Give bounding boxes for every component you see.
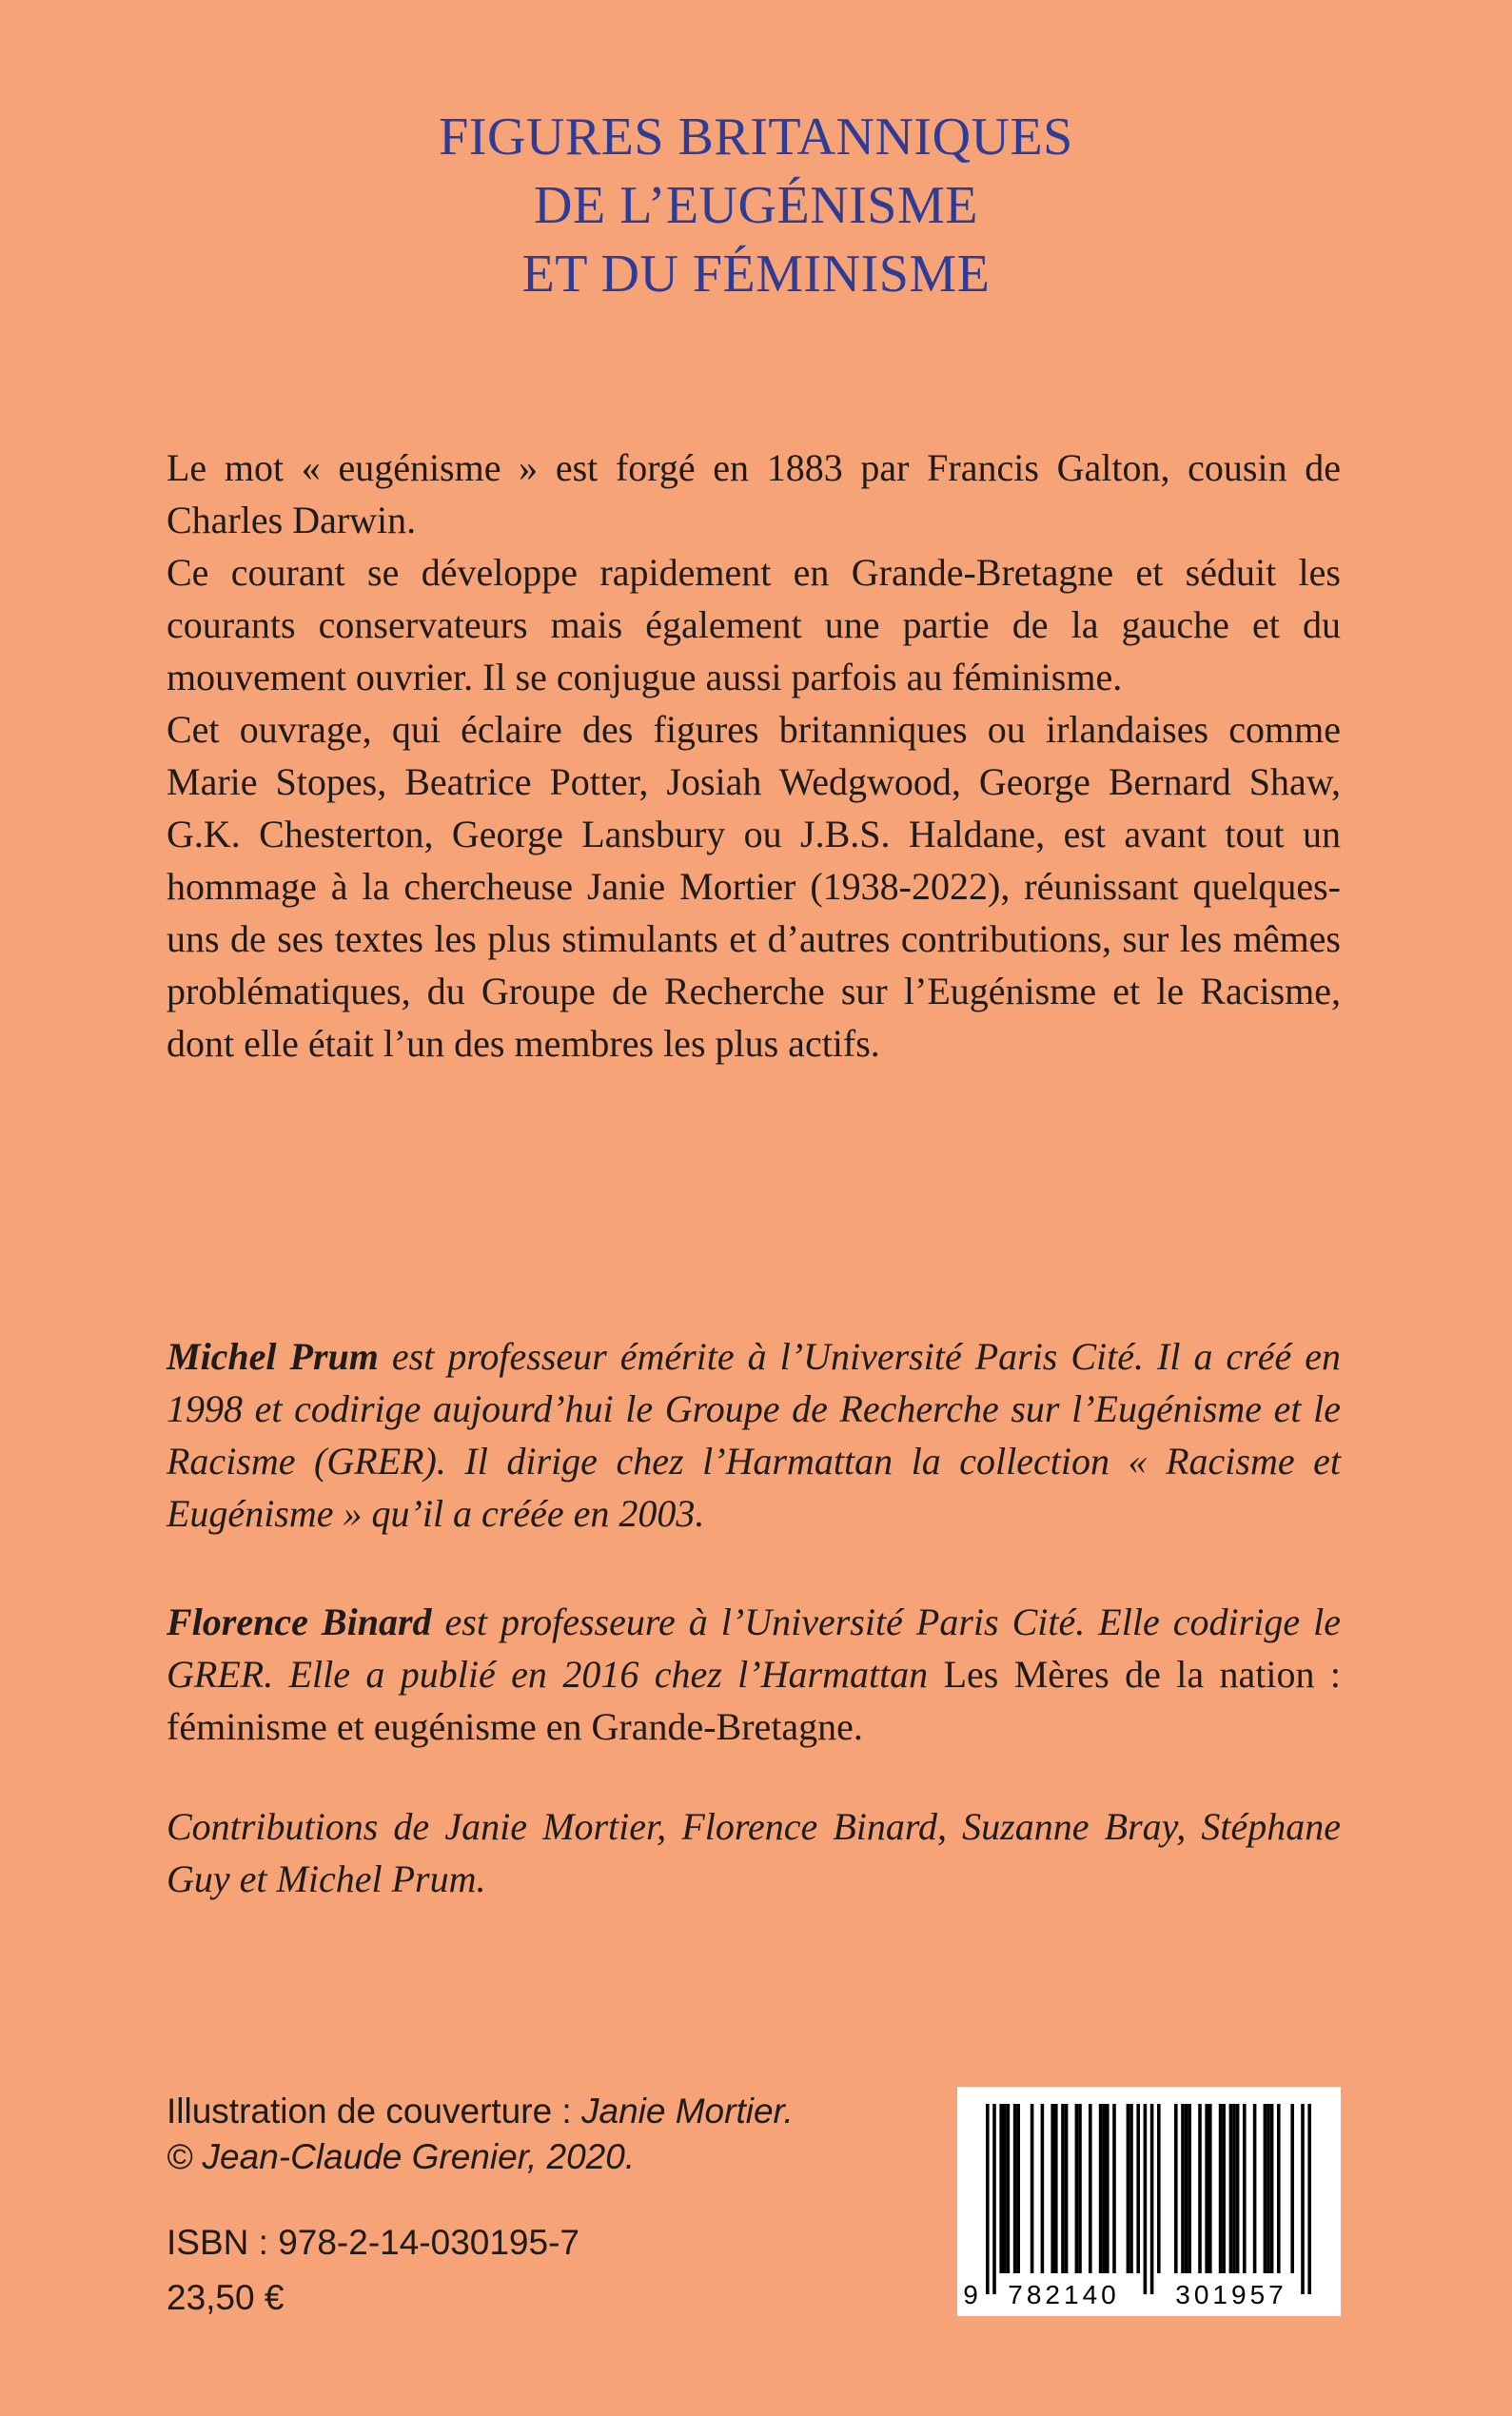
barcode-graphic xyxy=(957,2087,1341,2316)
author-bio-binard-text: est professeure à l’Université Paris Cité. Elle codirige le GRER. Elle a publié en 2016 chez l’Harmattan xyxy=(167,1601,1341,1696)
title-line-2: DE L’EUGÉNISME xyxy=(534,176,978,235)
book-title xyxy=(0,103,1512,308)
barcode-bar xyxy=(1198,2104,1202,2273)
barcode-bar xyxy=(1264,2104,1267,2273)
barcode-bar xyxy=(1129,2104,1133,2273)
barcode-lead-digit: 9 xyxy=(963,2280,978,2309)
barcode-bar xyxy=(1267,2104,1270,2273)
barcode-bar xyxy=(1232,2104,1236,2273)
barcode-bar xyxy=(1099,2104,1103,2273)
price-line: 23,50 € xyxy=(167,2278,285,2317)
barcode-bar xyxy=(1106,2104,1109,2273)
illustration-credit xyxy=(167,2089,794,2180)
barcode-bar xyxy=(1222,2104,1226,2273)
barcode-bar xyxy=(1112,2104,1116,2273)
barcode-bar xyxy=(1229,2104,1233,2273)
barcode-bar xyxy=(992,2104,996,2294)
barcode-left-digits: 782140 xyxy=(1008,2280,1120,2309)
barcode-bar xyxy=(1016,2104,1020,2273)
barcode-bar xyxy=(1185,2104,1188,2273)
barcode-bar xyxy=(1236,2104,1240,2273)
barcode-bar xyxy=(1208,2104,1212,2273)
barcode-bar xyxy=(1277,2104,1281,2273)
barcode-bar xyxy=(1031,2104,1034,2273)
barcode-bar xyxy=(1144,2104,1148,2294)
isbn-line: ISBN : 978-2-14-030195-7 xyxy=(167,2223,579,2262)
author-name-prum: Michel Prum xyxy=(167,1335,379,1378)
author-name-binard: Florence Binard xyxy=(167,1601,432,1643)
barcode-bar xyxy=(1270,2104,1274,2273)
barcode-bar xyxy=(986,2104,990,2294)
description-paragraph-2: Ce courant se développe rapidement en Grande-Bretagne et séduit les courants conservateurs mais également une partie de la gauche et du mouvement ouvrier. Il se conjugue aussi parfois au féminisme. xyxy=(167,551,1341,698)
barcode-bar xyxy=(1219,2104,1223,2273)
barcode-bar xyxy=(1243,2104,1247,2273)
barcode-bar xyxy=(1127,2104,1130,2273)
barcode-bar xyxy=(1205,2104,1208,2273)
barcode-bar xyxy=(1307,2104,1311,2294)
barcode-bar xyxy=(1075,2104,1079,2273)
barcode-bar xyxy=(1290,2104,1294,2273)
barcode-bar xyxy=(1054,2104,1058,2273)
barcode-bar xyxy=(1301,2104,1305,2294)
illustration-label: Illustration de couverture : xyxy=(167,2092,581,2131)
book-description xyxy=(167,442,1341,1070)
barcode-bar xyxy=(1253,2104,1257,2273)
title-line-1: FIGURES BRITANNIQUES xyxy=(439,108,1073,167)
barcode-bars xyxy=(986,2104,1311,2294)
barcode-bar xyxy=(1188,2104,1191,2273)
illustration-line xyxy=(167,2089,794,2134)
barcode-right-digits: 301957 xyxy=(1175,2280,1287,2309)
barcode-bar xyxy=(1089,2104,1092,2273)
barcode-bar xyxy=(1157,2104,1161,2273)
book-title-reference: Les Mères de la nation : féminisme et eugénisme en Grande-Bretagne. xyxy=(167,1653,1341,1748)
barcode-bar xyxy=(1013,2104,1017,2273)
author-bio-prum xyxy=(167,1330,1341,1540)
copyright-line xyxy=(167,2134,794,2180)
barcode-bar xyxy=(1150,2104,1154,2294)
barcode-bar xyxy=(1065,2104,1069,2273)
contributors-note: Contributions de Janie Mortier, Florence Binard, Suzanne Bray, Stéphane Guy et Michel Prum. xyxy=(167,1805,1341,1900)
barcode-bar xyxy=(1041,2104,1045,2273)
barcode-bar xyxy=(1007,2104,1011,2273)
barcode-bar xyxy=(1102,2104,1106,2273)
barcode-bar xyxy=(1181,2104,1185,2273)
barcode-bar xyxy=(1003,2104,1007,2273)
copyright-text: © Jean-Claude Grenier, 2020. xyxy=(167,2137,636,2176)
barcode-bar xyxy=(1136,2104,1140,2273)
illustration-title: Janie Mortier. xyxy=(581,2092,794,2131)
barcode xyxy=(957,2087,1341,2316)
barcode-bar xyxy=(1078,2104,1082,2273)
title-line-3: ET DU FÉMINISME xyxy=(521,245,991,304)
barcode-bar xyxy=(1174,2104,1178,2273)
description-paragraph-1: Le mot « eugénisme » est forgé en 1883 par Francis Galton, cousin de Charles Darwin. xyxy=(167,446,1341,541)
barcode-bar xyxy=(1051,2104,1054,2273)
author-bio-binard xyxy=(167,1596,1341,1753)
description-paragraph-3: Cet ouvrage, qui éclaire des figures britanniques ou irlandaises comme Marie Stopes, Beatrice Potter, Josiah Wedgwood, George Bernard Shaw, G.K. Chesterton, George Lansbury ou J.B.S. Haldane, est avant tout un hommage à la chercheuse Janie Mortier (1938-2022), réunissant quelques-uns de ses textes les plus stimulants et d’autres contributions, sur les mêmes problématiques, du Groupe de Recherche sur l’Eugénisme et le Racisme, dont elle était l’un des membres les plus actifs. xyxy=(167,708,1341,1065)
barcode-bar xyxy=(1061,2104,1065,2273)
author-bio-prum-text: est professeur émérite à l’Université Paris Cité. Il a créé en 1998 et codirige aujourd’hui le Groupe de Recherche sur l’Eugénisme et le Racisme (GRER). Il dirige chez l’Harmattan la collection « Racisme et Eugénisme » qu’il a créée en 2003. xyxy=(167,1335,1342,1535)
barcode-bar xyxy=(999,2104,1003,2273)
